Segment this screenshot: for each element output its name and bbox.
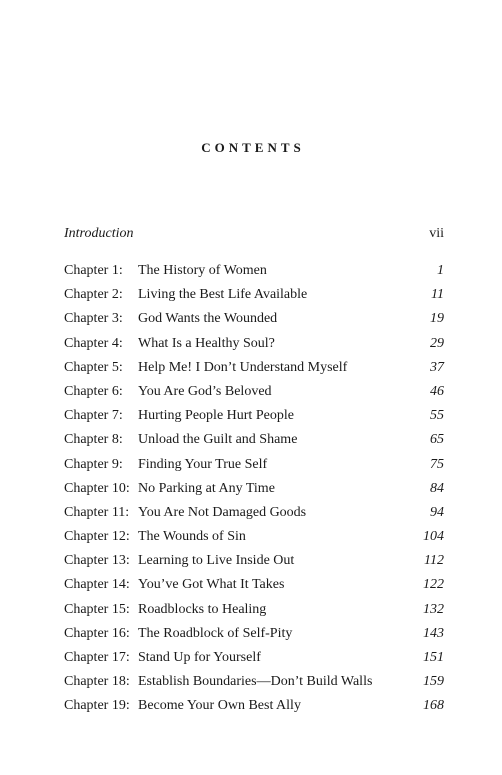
chapter-number: Chapter 1: — [64, 263, 123, 278]
chapter-number: Chapter 16: — [64, 625, 130, 641]
chapter-title: God Wants the Wounded — [138, 311, 278, 327]
chapter-title: Help Me! I Don’t Understand Myself — [138, 359, 348, 375]
introduction-label: Introduction — [64, 226, 134, 241]
chapter-number: Chapter 12: — [64, 529, 130, 545]
chapter-page: 112 — [424, 553, 444, 569]
chapter-title: What Is a Healthy Soul? — [138, 335, 275, 351]
chapter-number: Chapter 9: — [64, 456, 123, 472]
chapter-page: 46 — [430, 383, 444, 399]
toc-row-chapter — [64, 359, 444, 383]
toc-row-chapter — [64, 286, 444, 310]
chapter-page: 1 — [437, 263, 444, 278]
toc-row-chapter — [64, 310, 444, 334]
chapter-title: Establish Boundaries—Don’t Build Walls — [138, 674, 373, 690]
chapter-title: The Wounds of Sin — [138, 529, 246, 545]
chapter-page: 143 — [423, 625, 444, 641]
chapter-number: Chapter 15: — [64, 601, 130, 617]
toc-row-chapter — [64, 673, 444, 697]
toc-row-chapter — [64, 576, 444, 600]
chapter-page: 104 — [423, 529, 444, 545]
chapter-title: You’ve Got What It Takes — [138, 577, 285, 593]
toc-row-chapter — [64, 407, 444, 431]
toc-row-chapter — [64, 431, 444, 455]
toc-row-chapter — [64, 528, 444, 552]
chapter-title: Learning to Live Inside Out — [138, 553, 295, 569]
chapter-page: 94 — [430, 504, 444, 520]
chapter-page: 37 — [430, 359, 444, 375]
contents-heading: CONTENTS — [201, 140, 305, 155]
chapter-page: 84 — [430, 480, 444, 496]
chapter-number: Chapter 19: — [64, 698, 130, 714]
introduction-page: vii — [429, 226, 444, 241]
chapter-page: 29 — [430, 335, 444, 351]
toc-row-chapter — [64, 480, 444, 504]
chapter-title: The History of Women — [138, 263, 267, 278]
chapter-number: Chapter 17: — [64, 650, 130, 665]
toc-row-chapter — [64, 552, 444, 576]
toc-row-chapter — [64, 262, 444, 286]
chapter-page: 122 — [423, 577, 444, 593]
chapter-page: 55 — [430, 408, 444, 424]
chapter-page: 11 — [431, 287, 444, 303]
toc-row-chapter — [64, 625, 444, 649]
chapter-number: Chapter 11: — [64, 504, 130, 520]
toc-row-chapter — [64, 335, 444, 359]
chapter-page: 132 — [423, 601, 444, 617]
chapter-title: Living the Best Life Available — [138, 287, 308, 303]
toc-row-chapter — [64, 504, 444, 528]
chapter-page: 19 — [430, 311, 444, 327]
toc-row-chapter — [64, 601, 444, 625]
toc-row-chapter — [64, 697, 444, 721]
chapter-number: Chapter 6: — [64, 383, 123, 399]
chapter-number: Chapter 14: — [64, 577, 130, 593]
chapter-number: Chapter 2: — [64, 287, 123, 303]
chapter-number: Chapter 4: — [64, 335, 123, 351]
chapter-number: Chapter 3: — [64, 311, 123, 327]
chapter-number: Chapter 7: — [64, 408, 123, 424]
chapter-number: Chapter 5: — [64, 359, 123, 375]
chapter-number: Chapter 18: — [64, 674, 130, 690]
chapter-title: Roadblocks to Healing — [138, 601, 267, 617]
toc-row-chapter — [64, 456, 444, 480]
chapter-number: Chapter 8: — [64, 432, 123, 448]
chapter-title: No Parking at Any Time — [138, 480, 275, 496]
chapter-number: Chapter 13: — [64, 553, 130, 569]
chapter-page: 151 — [423, 650, 444, 665]
chapter-page: 75 — [430, 456, 444, 472]
chapter-page: 65 — [430, 432, 444, 448]
chapter-title: You Are Not Damaged Goods — [138, 504, 307, 520]
toc-row-introduction — [64, 226, 444, 244]
chapter-list — [64, 262, 444, 722]
toc-row-chapter — [64, 649, 444, 673]
chapter-title: The Roadblock of Self-Pity — [138, 625, 293, 641]
chapter-title: You Are God’s Beloved — [138, 383, 272, 399]
chapter-title: Finding Your True Self — [138, 456, 268, 472]
chapter-title: Stand Up for Yourself — [138, 650, 261, 665]
chapter-number: Chapter 10: — [64, 480, 130, 496]
chapter-title: Hurting People Hurt People — [138, 408, 294, 424]
chapter-title: Become Your Own Best Ally — [138, 698, 301, 714]
toc-row-chapter — [64, 383, 444, 407]
chapter-page: 159 — [423, 674, 444, 690]
chapter-title: Unload the Guilt and Shame — [138, 432, 298, 448]
chapter-page: 168 — [423, 698, 444, 714]
